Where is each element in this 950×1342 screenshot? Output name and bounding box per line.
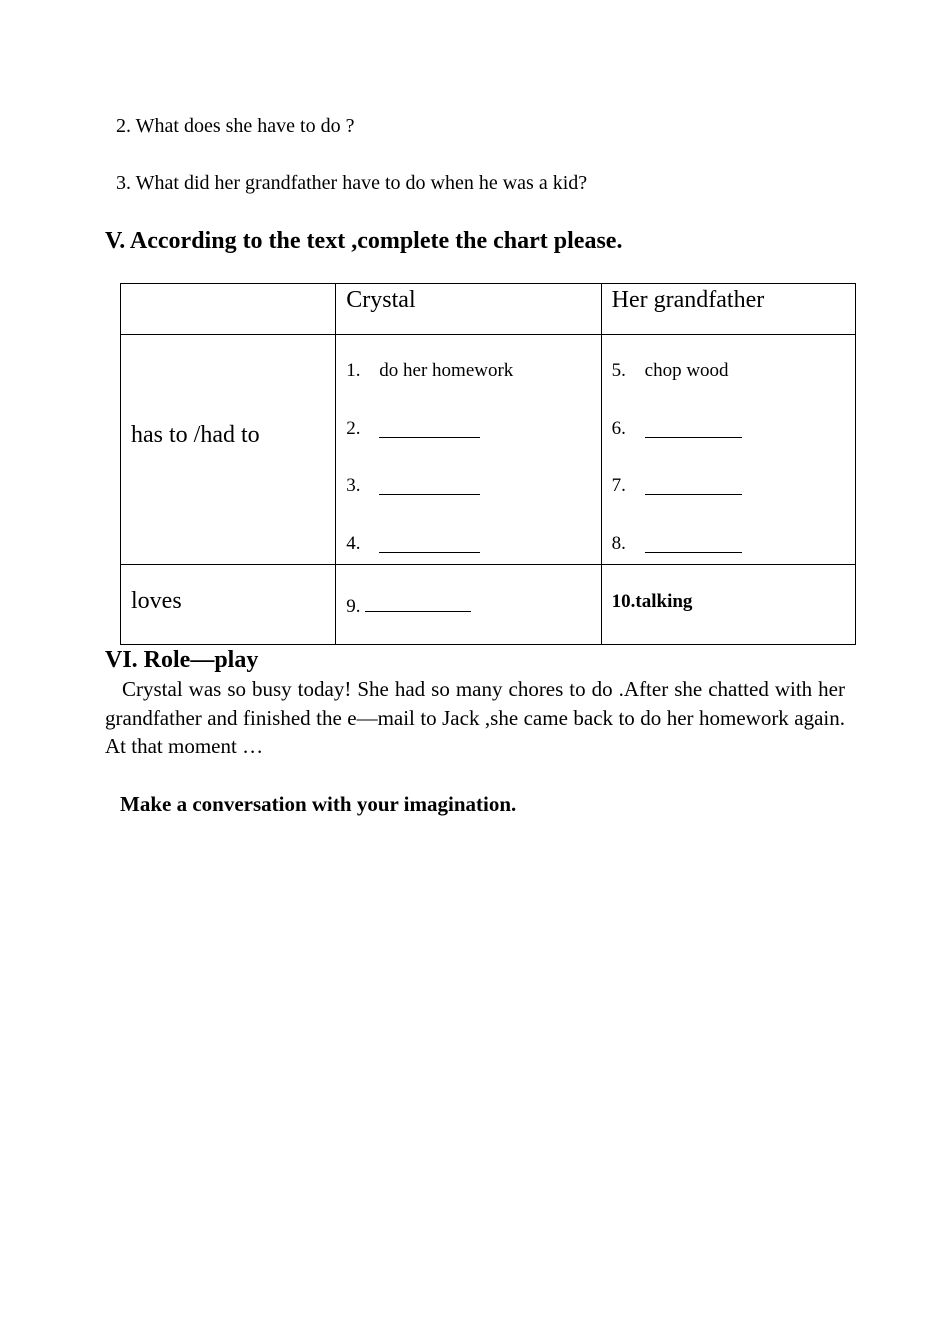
list-item: 7. (612, 472, 742, 530)
list-item: 2. (346, 415, 513, 473)
row-label-has-to: has to /had to (131, 422, 260, 448)
question-3: 3. What did her grandfather have to do when he was a kid? (116, 172, 588, 194)
row-label-cell-loves (121, 565, 336, 645)
crystal-chores-list (346, 357, 513, 587)
row-label-cell-has-to (121, 335, 336, 565)
grandfather-loves-text: 10.talking (611, 591, 693, 612)
section-vi-heading: VI. Role—play (105, 647, 259, 673)
row-label-loves: loves (131, 588, 182, 614)
answer-blank[interactable] (379, 415, 480, 438)
chart-row-has-to (121, 335, 856, 565)
list-item: 4. (346, 530, 513, 588)
list-item: 1. do her homework (346, 360, 514, 381)
chart-header-grandfather (601, 284, 855, 335)
list-item: 3. (346, 472, 513, 530)
grandfather-loves-cell (601, 565, 855, 645)
grandfather-chores-list (612, 357, 742, 587)
header-crystal-label: Crystal (346, 287, 416, 313)
chart-header-crystal (336, 284, 601, 335)
question-2: 2. What does she have to do ? (116, 115, 355, 137)
crystal-loves-cell (336, 565, 601, 645)
answer-blank[interactable] (645, 415, 742, 438)
list-item: 5. chop wood (611, 360, 729, 381)
answer-blank[interactable] (379, 530, 480, 553)
grandfather-chores-cell (601, 335, 855, 565)
crystal-chores-cell (336, 335, 601, 565)
answer-blank[interactable] (365, 589, 471, 612)
list-item: 6. (612, 415, 742, 473)
crystal-loves-number: 9. (346, 596, 361, 617)
chart-header-row (121, 284, 856, 335)
chart-row-loves (121, 565, 856, 645)
role-play-paragraph: Crystal was so busy today! She had so many chores to do .After she chatted with her grandfather and finished the e—mail to Jack ,she came back to do her homework again. At that moment … (105, 677, 845, 758)
chart-header-empty (121, 284, 336, 335)
answer-blank[interactable] (645, 472, 742, 495)
answer-blank[interactable] (379, 472, 480, 495)
chores-chart (120, 283, 856, 645)
header-grandfather-label: Her grandfather (611, 287, 765, 313)
answer-blank[interactable] (645, 530, 742, 553)
list-item: 8. (612, 530, 742, 588)
role-play-instruction: Make a conversation with your imagination. (120, 792, 517, 816)
section-v-heading: V. According to the text ,complete the chart please. (105, 228, 623, 254)
